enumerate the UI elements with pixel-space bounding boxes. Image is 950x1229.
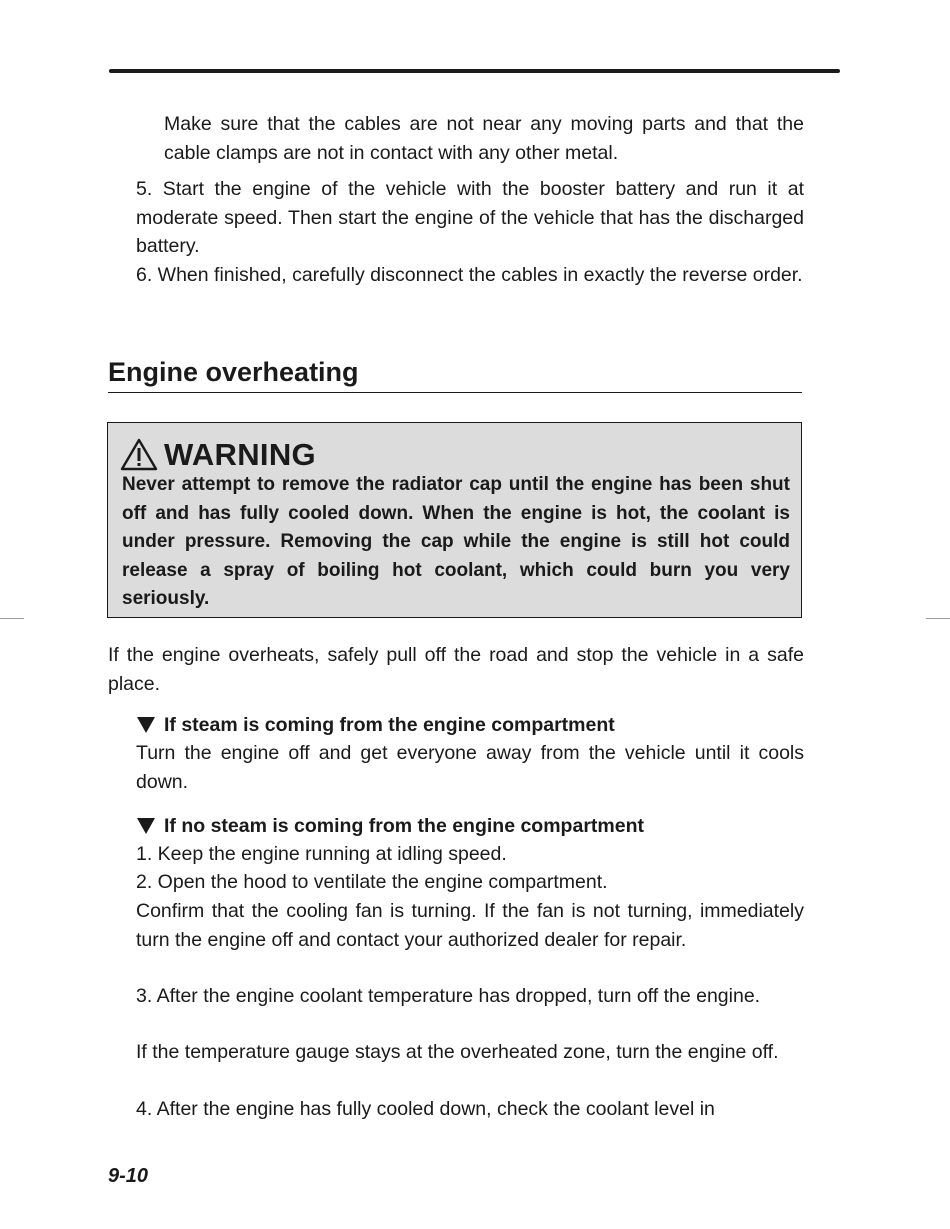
crop-mark-right bbox=[926, 618, 950, 619]
step-5: 5. Start the engine of the vehicle with the booster battery and run it at moderate speed. Then start the engine of the vehicle that has the discharged battery. bbox=[136, 178, 804, 257]
section-title: Engine overheating bbox=[108, 357, 359, 387]
warning-box bbox=[107, 422, 802, 618]
step-6: 6. When finished, carefully disconnect the cables in exactly the reverse order. bbox=[136, 264, 803, 286]
warning-header bbox=[120, 435, 316, 475]
warning-triangle-icon bbox=[120, 438, 158, 472]
warning-text: Never attempt to remove the radiator cap until the engine has been shut off and has fully cooled down. When the engine is hot, the coolant is under pressure. Removing the cap while the engine is still hot could release a spray of boiling hot coolant, which could burn you very seriously. bbox=[122, 474, 790, 609]
intro-paragraph: If the engine overheats, safely pull off the road and stop the vehicle in a safe place. bbox=[108, 644, 804, 695]
crop-mark-left bbox=[0, 618, 24, 619]
no-steam-step-4: 4. After the engine has fully cooled down, check the coolant level in bbox=[136, 1098, 715, 1120]
steam-heading bbox=[136, 711, 615, 739]
down-triangle-icon bbox=[136, 716, 156, 734]
continuation-paragraph: Make sure that the cables are not near any moving parts and that the cable clamps are not in contact with any other metal. bbox=[164, 113, 804, 164]
no-steam-step-1: 1. Keep the engine running at idling speed. bbox=[136, 843, 507, 865]
no-steam-step-3: 3. After the engine coolant temperature has dropped, turn off the engine. bbox=[136, 985, 761, 1007]
no-steam-note-2: If the temperature gauge stays at the overheated zone, turn the engine off. bbox=[136, 1041, 779, 1063]
no-steam-heading bbox=[136, 812, 644, 840]
page-number: 9-10 bbox=[108, 1165, 149, 1187]
steam-heading-text: If steam is coming from the engine compartment bbox=[164, 714, 615, 736]
no-steam-note-1: Confirm that the cooling fan is turning. If the fan is not turning, immediately turn the engine off and contact your authorized dealer for repair. bbox=[136, 900, 804, 951]
no-steam-step-2: 2. Open the hood to ventilate the engine compartment. bbox=[136, 871, 608, 893]
no-steam-heading-text: If no steam is coming from the engine compartment bbox=[164, 815, 644, 837]
section-rule bbox=[108, 392, 802, 393]
warning-title: WARNING bbox=[164, 437, 316, 472]
header-rule bbox=[109, 69, 840, 73]
down-triangle-icon bbox=[136, 817, 156, 835]
steam-text: Turn the engine off and get everyone away from the vehicle until it cools down. bbox=[136, 742, 804, 793]
